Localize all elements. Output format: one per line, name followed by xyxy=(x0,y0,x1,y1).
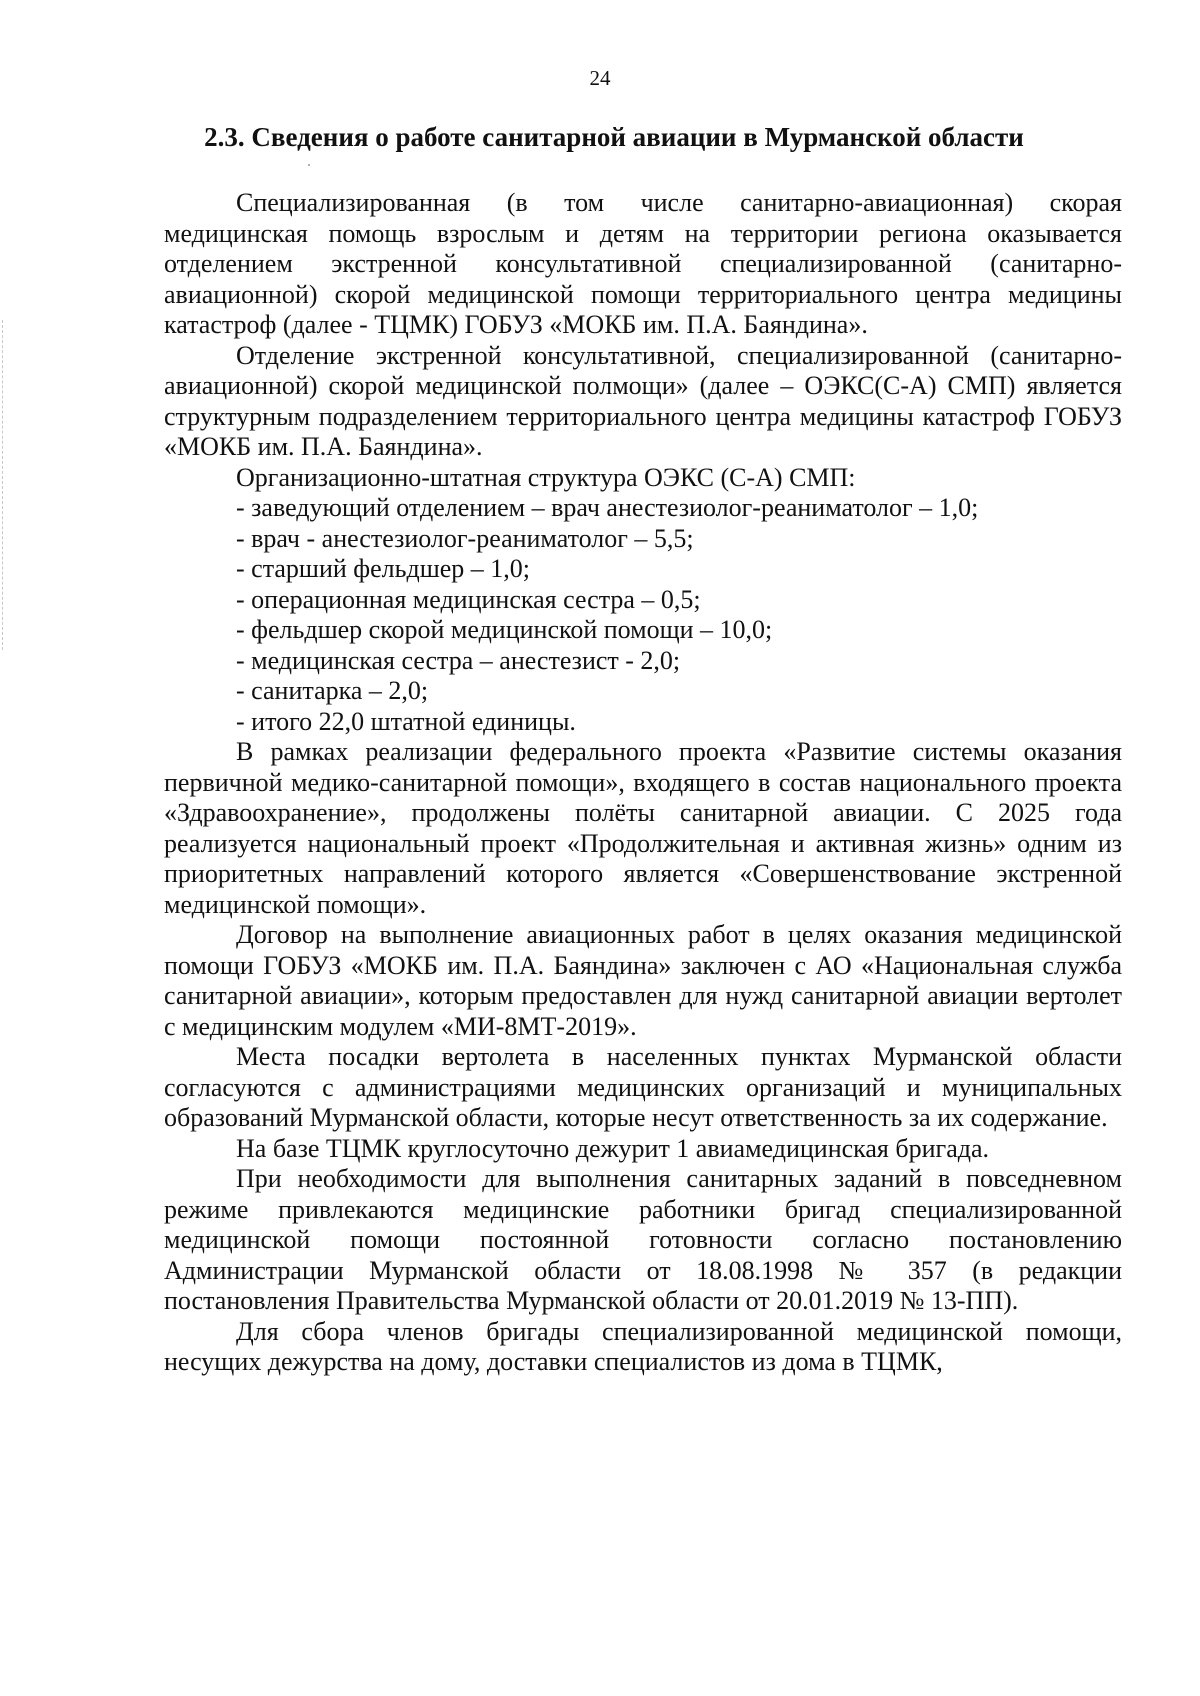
list-item: - врач - анестезиолог-реаниматолог – 5,5; xyxy=(236,523,694,553)
paragraph-1: Специализированная (в том числе санитарно-авиационная) скорая медицинская помощь взрослым и детям на территории региона оказывается отделением экстренной консультативной специализированной (санитарно-авиационной) скорой медицинской помощи территориального центра медицины катастроф (далее - ТЦМК) ГОБУЗ «МОКБ им. П.А. Баяндина». xyxy=(164,188,1122,339)
paragraph-6: Места посадки вертолета в населенных пунктах Мурманской области согласуются с администрациями медицинских организаций и муниципальных образований Мурманской области, которые несут ответственность за их содержание. xyxy=(164,1042,1122,1132)
list-item: - старший фельдшер – 1,0; xyxy=(236,554,530,583)
document-body xyxy=(164,188,1122,1378)
section-title: 2.3. Сведения о работе санитарной авиации в Мурманской области xyxy=(204,122,1024,152)
list-item: - фельдшер скорой медицинской помощи – 10,0; xyxy=(236,615,773,644)
paragraph-3: Организационно-штатная структура ОЭКС (С-А) СМП: xyxy=(236,462,856,492)
paragraph-5: Договор на выполнение авиационных работ в целях оказания медицинской помощи ГОБУЗ «МОКБ им. П.А. Баяндина» заключен с АО «Национальная служба санитарной авиации», которым предоставлен для нужд санитарной авиации вертолет с медицинским модулем «МИ-8МТ-2019». xyxy=(164,920,1122,1041)
paragraph-4: В рамках реализации федерального проекта «Развитие системы оказания первичной медико-санитарной помощи», входящего в состав национального проекта «Здравоохранение», продолжены полёты санитарной авиации. С 2025 года реализуется национальный проект «Продолжительная и активная жизнь» одним из приоритетных направлений которого является «Совершенствование экстренной медицинской помощи». xyxy=(164,737,1122,919)
list-item: - итого 22,0 штатной единицы. xyxy=(236,706,576,736)
paragraph-7: На базе ТЦМК круглосуточно дежурит 1 авиамедицинская бригада. xyxy=(236,1133,990,1163)
page-number: 24 xyxy=(589,66,611,90)
staff-list xyxy=(164,493,1122,737)
paragraph-9: Для сбора членов бригады специализированной медицинской помощи, несущих дежурства на дому, доставки специалистов из дома в ТЦМК, xyxy=(164,1316,1122,1376)
list-item: - санитарка – 2,0; xyxy=(236,676,429,705)
scan-dot-mark xyxy=(308,164,310,166)
scan-edge-mark xyxy=(2,320,4,650)
list-item: - заведующий отделением – врач анестезиолог-реаниматолог – 1,0; xyxy=(236,493,979,522)
list-item: - медицинская сестра – анестезист - 2,0; xyxy=(236,645,681,675)
paragraph-2: Отделение экстренной консультативной, специализированной (санитарно-авиационной) скорой медицинской полмощи» (далее – ОЭКС(С-А) СМП) является структурным подразделением территориального центра медицины катастроф ГОБУЗ «МОКБ им. П.А. Баяндина». xyxy=(164,340,1122,461)
list-item: - операционная медицинская сестра – 0,5; xyxy=(236,584,701,614)
paragraph-8: При необходимости для выполнения санитарных заданий в повседневном режиме привлекаются медицинские работники бригад специализированной медицинской помощи постоянной готовности согласно постановлению Администрации Мурманской области от 18.08.1998 № 357 (в редакции постановления Правительства Мурманской области от 20.01.2019 № 13-ПП). xyxy=(164,1164,1122,1315)
